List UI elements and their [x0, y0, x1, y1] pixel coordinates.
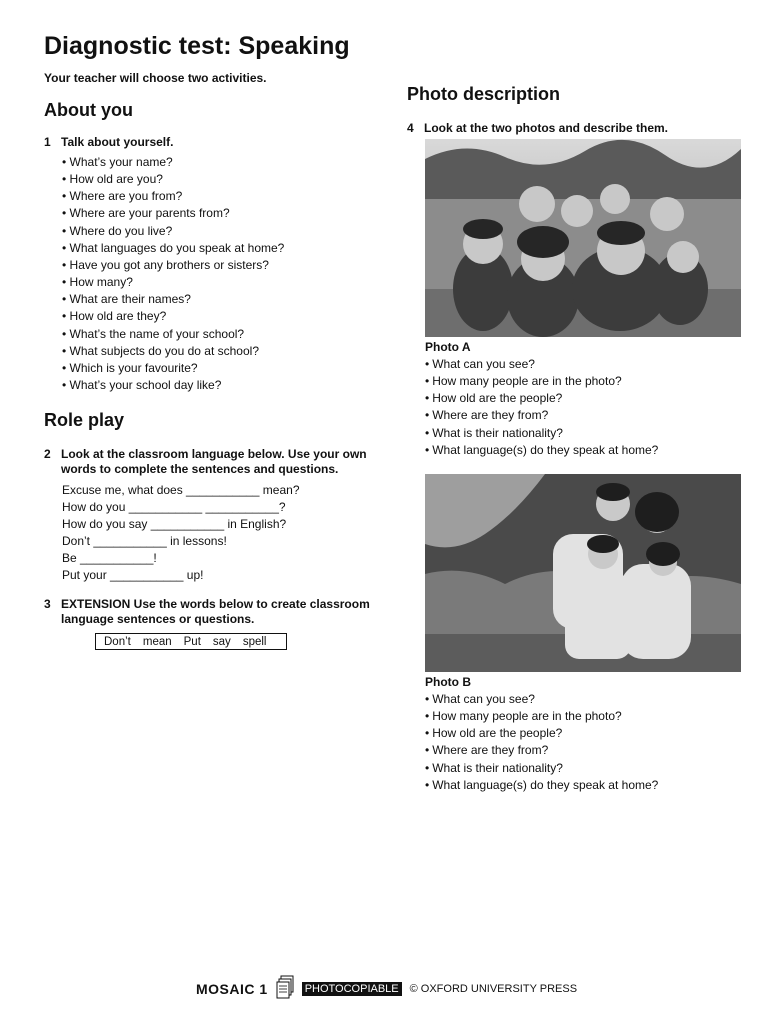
list-item: • How many people are in the photo?: [425, 708, 747, 725]
page-footer: [196, 975, 577, 1002]
role-play-heading: Role play: [44, 410, 125, 431]
task-3-number: 3: [44, 597, 51, 612]
list-item: • Where are they from?: [425, 742, 747, 759]
footer-brand: MOSAIC 1: [196, 980, 268, 997]
sentence-line: Be ___________!: [62, 551, 157, 566]
footer-copyright: © OXFORD UNIVERSITY PRESS: [409, 982, 578, 995]
list-item: • What’s the name of your school?: [62, 326, 374, 343]
right-column: [407, 84, 747, 794]
word-item: spell: [242, 636, 267, 649]
list-item: • Where do you live?: [62, 223, 374, 240]
list-item: • How old are you?: [62, 171, 374, 188]
list-item: • Have you got any brothers or sisters?: [62, 257, 374, 274]
list-item: • What’s your name?: [62, 154, 374, 171]
task-1: [44, 135, 374, 150]
list-item: • What language(s) do they speak at home?: [425, 777, 747, 794]
list-item: • What is their nationality?: [425, 425, 747, 442]
list-item: • How old are they?: [62, 308, 374, 325]
task-4-text: Look at the two photos and describe them.: [424, 121, 669, 135]
photo-a-image: [425, 139, 741, 337]
task-4: [407, 121, 747, 136]
task-2-text: Look at the classroom language below. Use your own words to complete the sentences and questions.: [61, 447, 367, 477]
task-3-text: EXTENSION Use the words below to create classroom language sentences or questions.: [61, 597, 370, 627]
task-1-text: Talk about yourself.: [61, 135, 174, 149]
list-item: • Where are they from?: [425, 407, 747, 424]
word-item: Put: [183, 636, 201, 649]
list-item: • What’s your school day like?: [62, 377, 374, 394]
task-4-number: 4: [407, 121, 414, 135]
page-subtitle: Your teacher will choose two activities.: [44, 71, 267, 85]
task-3: [44, 597, 374, 627]
list-item: • Where are you from?: [62, 188, 374, 205]
list-item: • How many people are in the photo?: [425, 373, 747, 390]
task-2-number: 2: [44, 447, 51, 462]
list-item: • How old are the people?: [425, 390, 747, 407]
page-title: Diagnostic test: Speaking: [44, 32, 350, 60]
list-item: • How old are the people?: [425, 725, 747, 742]
list-item: • What can you see?: [425, 691, 747, 708]
left-column: [44, 100, 374, 650]
photo-a: [425, 139, 741, 337]
list-item: • How many?: [62, 274, 374, 291]
sentence-line: Put your ___________ up!: [62, 568, 204, 583]
photo-b-image: [425, 474, 741, 672]
about-you-questions: [44, 154, 374, 394]
task-1-number: 1: [44, 135, 51, 149]
sentence-line: How do you ___________ ___________?: [62, 500, 286, 515]
photo-b-questions: [407, 691, 747, 794]
list-item: • Where are your parents from?: [62, 205, 374, 222]
about-you-heading: About you: [44, 100, 133, 120]
list-item: • What language(s) do they speak at home?: [425, 442, 747, 459]
task-2: [44, 447, 374, 477]
word-item: say: [212, 636, 231, 649]
photo-b-label: Photo B: [425, 674, 471, 689]
photo-description-heading: Photo description: [407, 84, 560, 104]
list-item: • What subjects do you do at school?: [62, 343, 374, 360]
sentence-line: How do you say ___________ in English?: [62, 517, 287, 532]
word-item: mean: [142, 636, 172, 649]
sentence-line: Don’t ___________ in lessons!: [62, 534, 227, 549]
photocopy-pages-icon: [276, 975, 294, 1002]
photo-a-label: Photo A: [425, 340, 471, 354]
word-box: [95, 633, 287, 650]
list-item: • What is their nationality?: [425, 760, 747, 777]
list-item: • Which is your favourite?: [62, 360, 374, 377]
classroom-sentences: [44, 482, 374, 584]
photo-a-questions: [407, 356, 747, 459]
word-item: Don’t: [104, 636, 131, 649]
list-item: • What are their names?: [62, 291, 374, 308]
photocopiable-badge: PHOTOCOPIABLE: [302, 982, 402, 996]
sentence-line: Excuse me, what does ___________ mean?: [62, 483, 300, 498]
photo-b: [425, 474, 741, 672]
list-item: • What can you see?: [425, 356, 747, 373]
list-item: • What languages do you speak at home?: [62, 240, 374, 257]
